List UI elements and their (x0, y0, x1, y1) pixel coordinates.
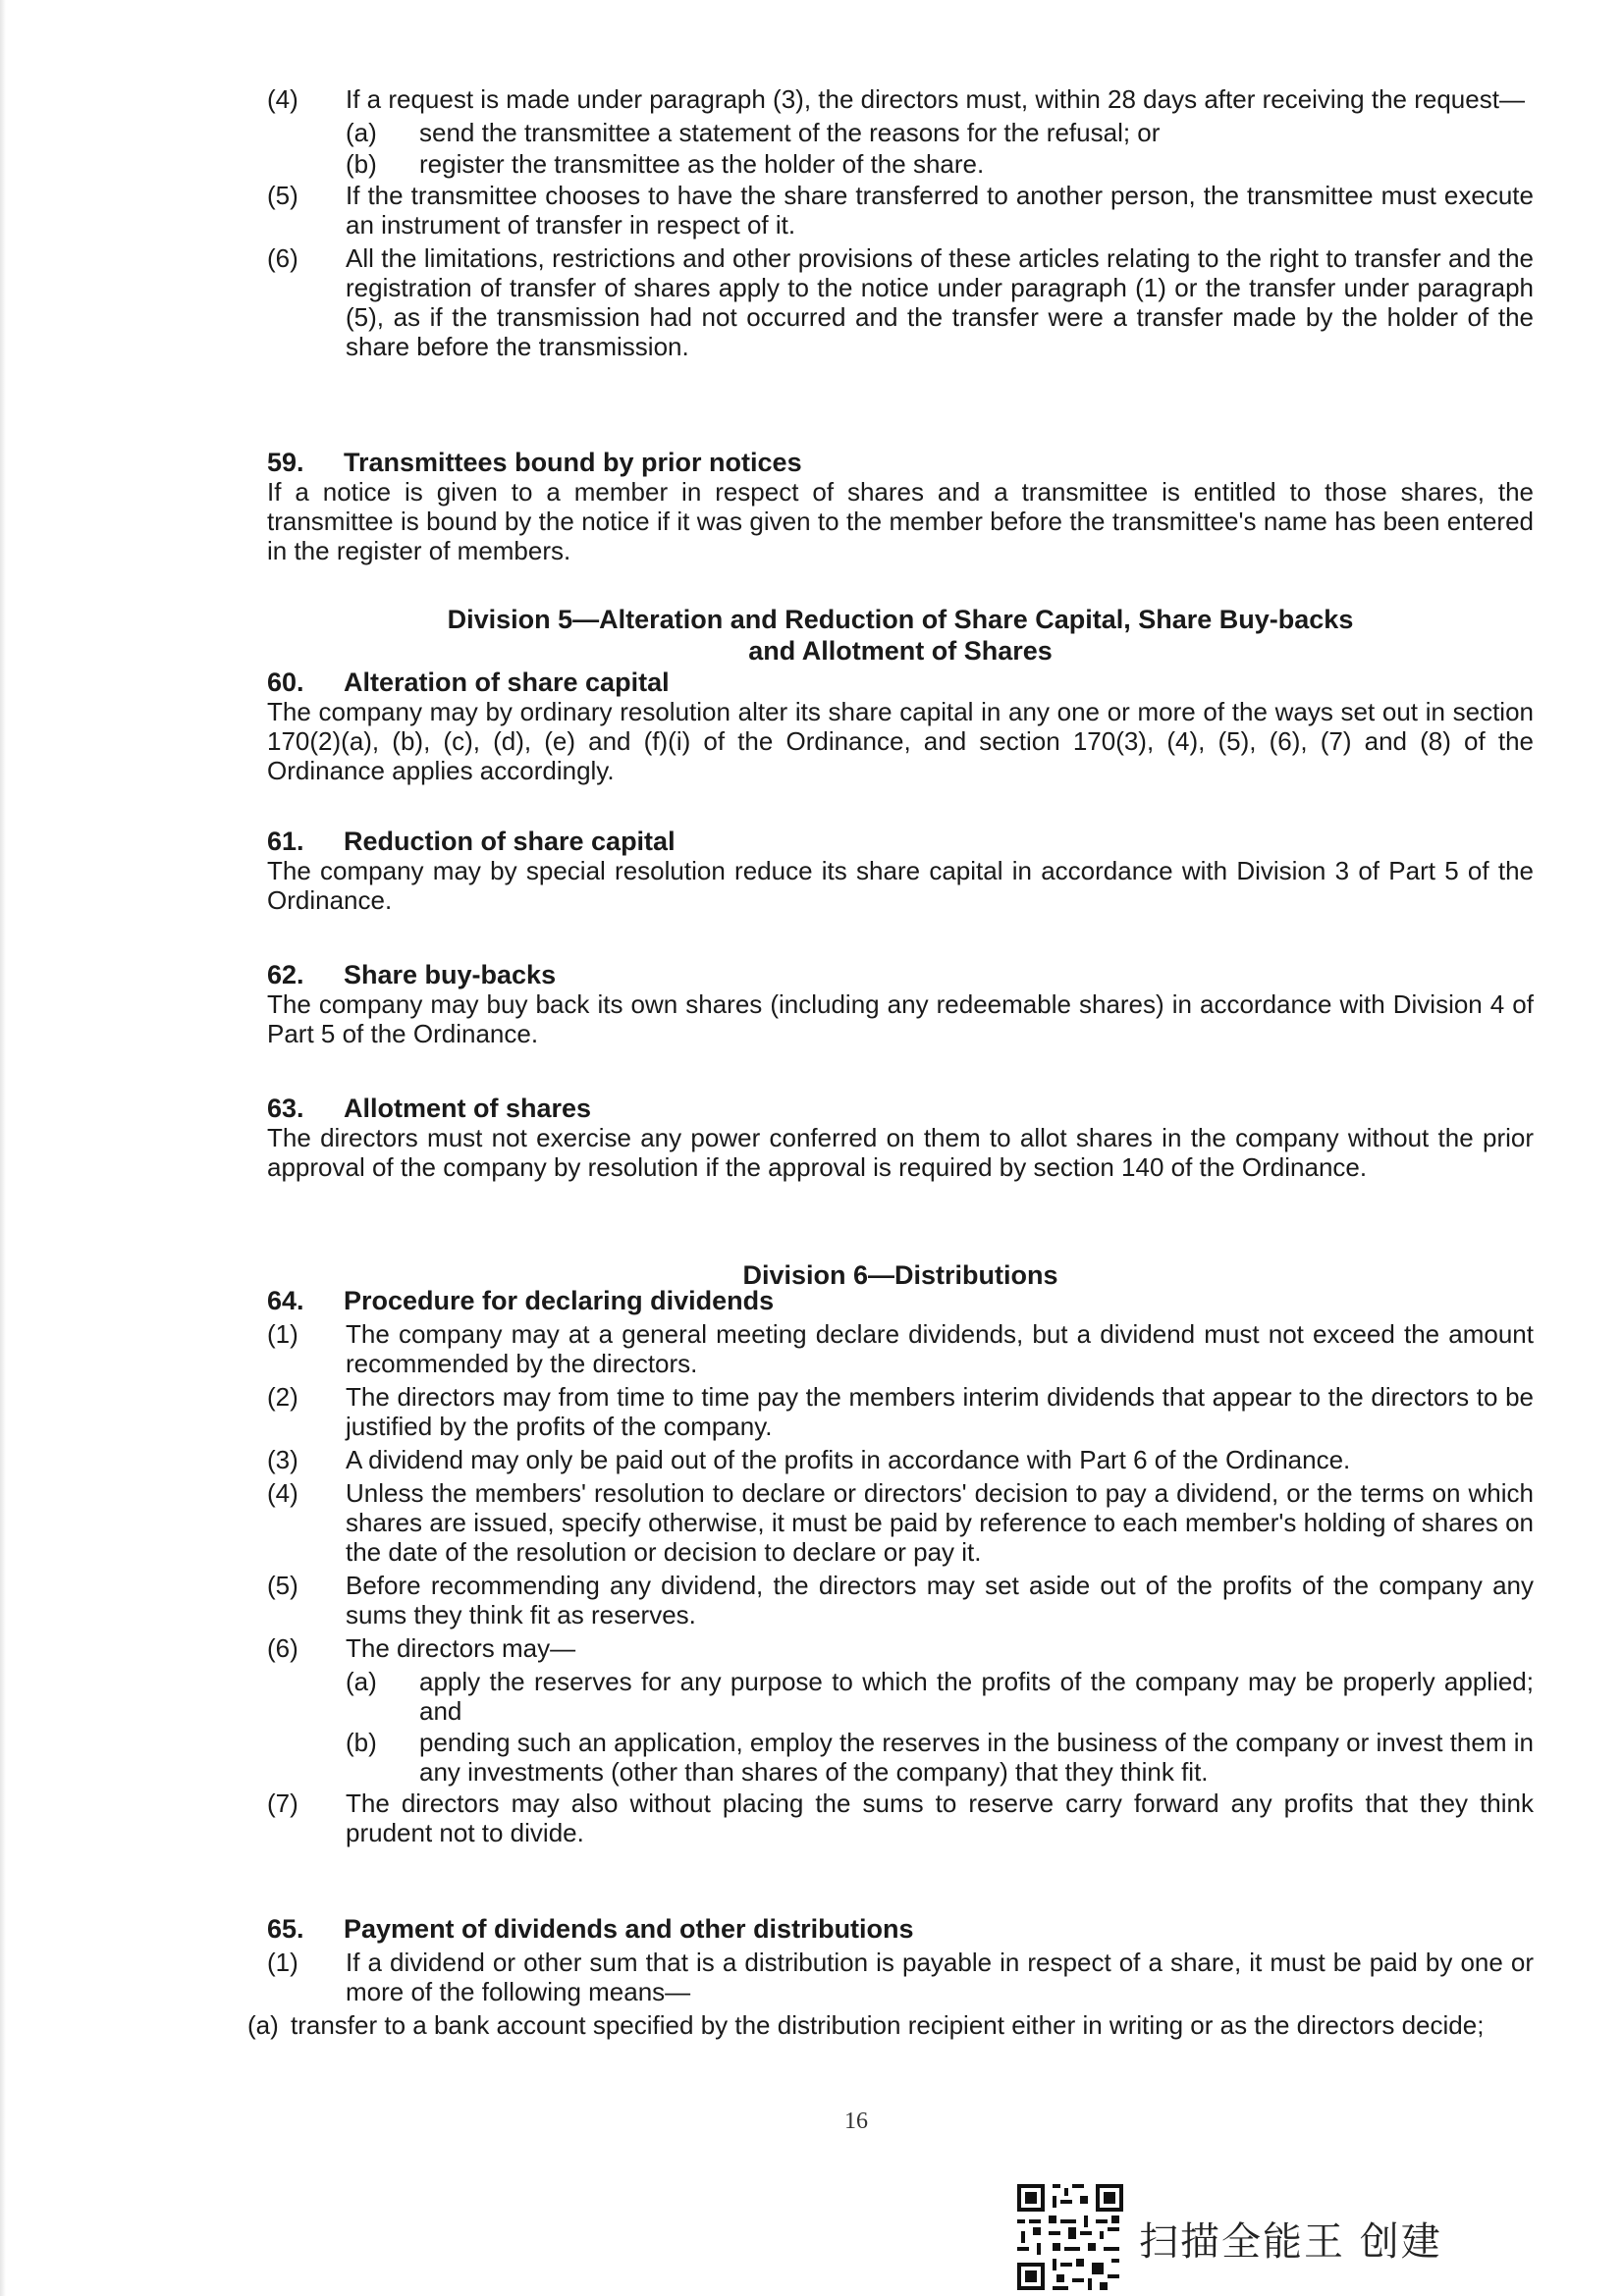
article-title: Payment of dividends and other distributions (344, 1914, 914, 1944)
article-heading (267, 448, 1534, 477)
article-heading (267, 1094, 1534, 1123)
article-number: 65. (267, 1914, 304, 1944)
para-text: All the limitations, restrictions and other provisions of these articles relating to the right to transfer and the registration of transfer of shares apply to the notice under paragraph (1) or the transfer under paragraph (5), as if the transmission had not occurred and the transfer were a transfer made by the holder of the share before the transmission. (346, 243, 1534, 361)
para-number: (7) (267, 1789, 298, 1818)
para-text: Before recommending any dividend, the directors may set aside out of the profits of the company any sums they think fit as reserves. (346, 1571, 1534, 1629)
division-5-heading (267, 604, 1534, 667)
article-title: Reduction of share capital (344, 827, 676, 856)
para-number: (4) (267, 1478, 298, 1508)
article-number: 63. (267, 1094, 304, 1123)
article-heading (267, 827, 1534, 856)
art64-para-5 (267, 1571, 1534, 1629)
para-text: If a dividend or other sum that is a distribution is payable in respect of a share, it must be paid by one or more of the following means— (346, 1948, 1534, 2006)
article-63 (267, 1094, 1534, 1182)
article-number: 59. (267, 448, 304, 477)
para-number: (4) (267, 84, 298, 114)
art65-para-1 (267, 1948, 1534, 2006)
article-body: If a notice is given to a member in respect of shares and a transmittee is entitled to those shares, the transmittee is bound by the notice if it was given to the member before the transmittee's name has been entered in the register of members. (267, 477, 1534, 565)
article-64 (267, 1286, 1534, 1851)
article-title: Alteration of share capital (344, 667, 670, 697)
art64-para-6 (267, 1633, 1534, 1663)
para-number: (5) (267, 1571, 298, 1600)
article-61 (267, 827, 1534, 915)
para-text: Unless the members' resolution to declare or directors' decision to pay a dividend, or the terms on which shares are issued, specify otherwise, it must be paid by reference to each member's holding of shares on the date of the resolution or decision to declare or pay it. (346, 1478, 1534, 1567)
article-59 (267, 448, 1534, 565)
art58-para-4 (267, 84, 1534, 114)
article-heading (267, 667, 1534, 697)
subpara-letter: (a) (346, 1667, 377, 1696)
art64-para-6a (267, 1667, 1534, 1726)
subpara-letter: (a) (346, 118, 377, 147)
para-text: If a request is made under paragraph (3), the directors must, within 28 days after receiving the request— (346, 84, 1525, 114)
para-text: The company may at a general meeting declare dividends, but a dividend must not exceed the amount recommended by the directors. (346, 1319, 1534, 1378)
art65-para-a (247, 2010, 1534, 2040)
para-text: If the transmittee chooses to have the share transferred to another person, the transmittee must execute an instrument of transfer in respect of it. (346, 181, 1534, 240)
article-65 (247, 1914, 1534, 2040)
article-body: The company may by ordinary resolution alter its share capital in any one or more of the ways set out in section 170(2)(a), (b), (c), (d), (e) and (f)(i) of the Ordinance, and section 170(3), (4), (5), (6), (7) and (8) of the Ordinance applies accordingly. (267, 697, 1534, 785)
article-number: 60. (267, 667, 304, 697)
article-title: Transmittees bound by prior notices (344, 448, 802, 477)
article-body: The directors must not exercise any power conferred on them to allot shares in the company without the prior approval of the company by resolution if the approval is required by section 140 of the Ordinance. (267, 1123, 1534, 1182)
art58-para-6 (267, 243, 1534, 361)
art58-para-5 (267, 181, 1534, 240)
para-number: (2) (267, 1382, 298, 1412)
article-62 (267, 960, 1534, 1048)
article-title: Procedure for declaring dividends (344, 1286, 775, 1315)
article-body: The company may by special resolution reduce its share capital in accordance with Division 3 of Part 5 of the Ordinance. (267, 856, 1534, 915)
qr-code-icon (1017, 2184, 1123, 2290)
art58-para-4b (267, 149, 1534, 179)
article-60 (267, 667, 1534, 785)
subpara-letter: (a) (247, 2010, 279, 2040)
article-heading (267, 1286, 1534, 1315)
art64-para-1 (267, 1319, 1534, 1378)
article-number: 64. (267, 1286, 304, 1315)
subpara-text: transfer to a bank account specified by the distribution recipient either in writing or as the directors decide; (291, 2010, 1485, 2040)
scanner-watermark: 扫描全能王 创建 (1139, 2219, 1442, 2265)
article-number: 61. (267, 827, 304, 856)
para-number: (6) (267, 1633, 298, 1663)
para-number: (3) (267, 1445, 298, 1474)
subpara-text: pending such an application, employ the reserves in the business of the company or invest them in any investments (other than shares of the company) that they think fit. (419, 1728, 1534, 1787)
para-number: (1) (267, 1948, 298, 1977)
division-title-line-1: Division 5—Alteration and Reduction of Share Capital, Share Buy-backs (447, 605, 1354, 634)
para-number: (1) (267, 1319, 298, 1349)
subpara-text: apply the reserves for any purpose to which the profits of the company may be properly applied; and (419, 1667, 1534, 1726)
article-body: The company may buy back its own shares (including any redeemable shares) in accordance with Division 4 of Part 5 of the Ordinance. (267, 989, 1534, 1048)
art64-para-6b (267, 1728, 1534, 1787)
article-title: Allotment of shares (344, 1094, 592, 1123)
para-number: (5) (267, 181, 298, 210)
para-number: (6) (267, 243, 298, 273)
scan-edge-shadow (0, 0, 6, 2296)
subpara-letter: (b) (346, 1728, 377, 1757)
subpara-letter: (b) (346, 149, 377, 179)
para-text: The directors may from time to time pay the members interim dividends that appear to the directors to be justified by the profits of the company. (346, 1382, 1534, 1441)
para-text: The directors may— (346, 1633, 576, 1663)
para-text: The directors may also without placing the sums to reserve carry forward any profits that they think prudent not to divide. (346, 1789, 1534, 1847)
article-58-continuation (267, 84, 1534, 365)
article-number: 62. (267, 960, 304, 989)
division-title-line-2: and Allotment of Shares (748, 636, 1053, 666)
division-title: Division 6—Distributions (742, 1260, 1058, 1290)
page-number: 16 (844, 2109, 868, 2134)
art58-para-4a (267, 118, 1534, 147)
article-heading (267, 1914, 1534, 1944)
art64-para-4 (267, 1478, 1534, 1567)
article-heading (267, 960, 1534, 989)
subpara-text: register the transmittee as the holder of the share. (419, 149, 985, 179)
subpara-text: send the transmittee a statement of the reasons for the refusal; or (419, 118, 1161, 147)
art64-para-7 (267, 1789, 1534, 1847)
art64-para-2 (267, 1382, 1534, 1441)
article-title: Share buy-backs (344, 960, 557, 989)
art64-para-3 (267, 1445, 1534, 1474)
para-text: A dividend may only be paid out of the profits in accordance with Part 6 of the Ordinance. (346, 1445, 1351, 1474)
